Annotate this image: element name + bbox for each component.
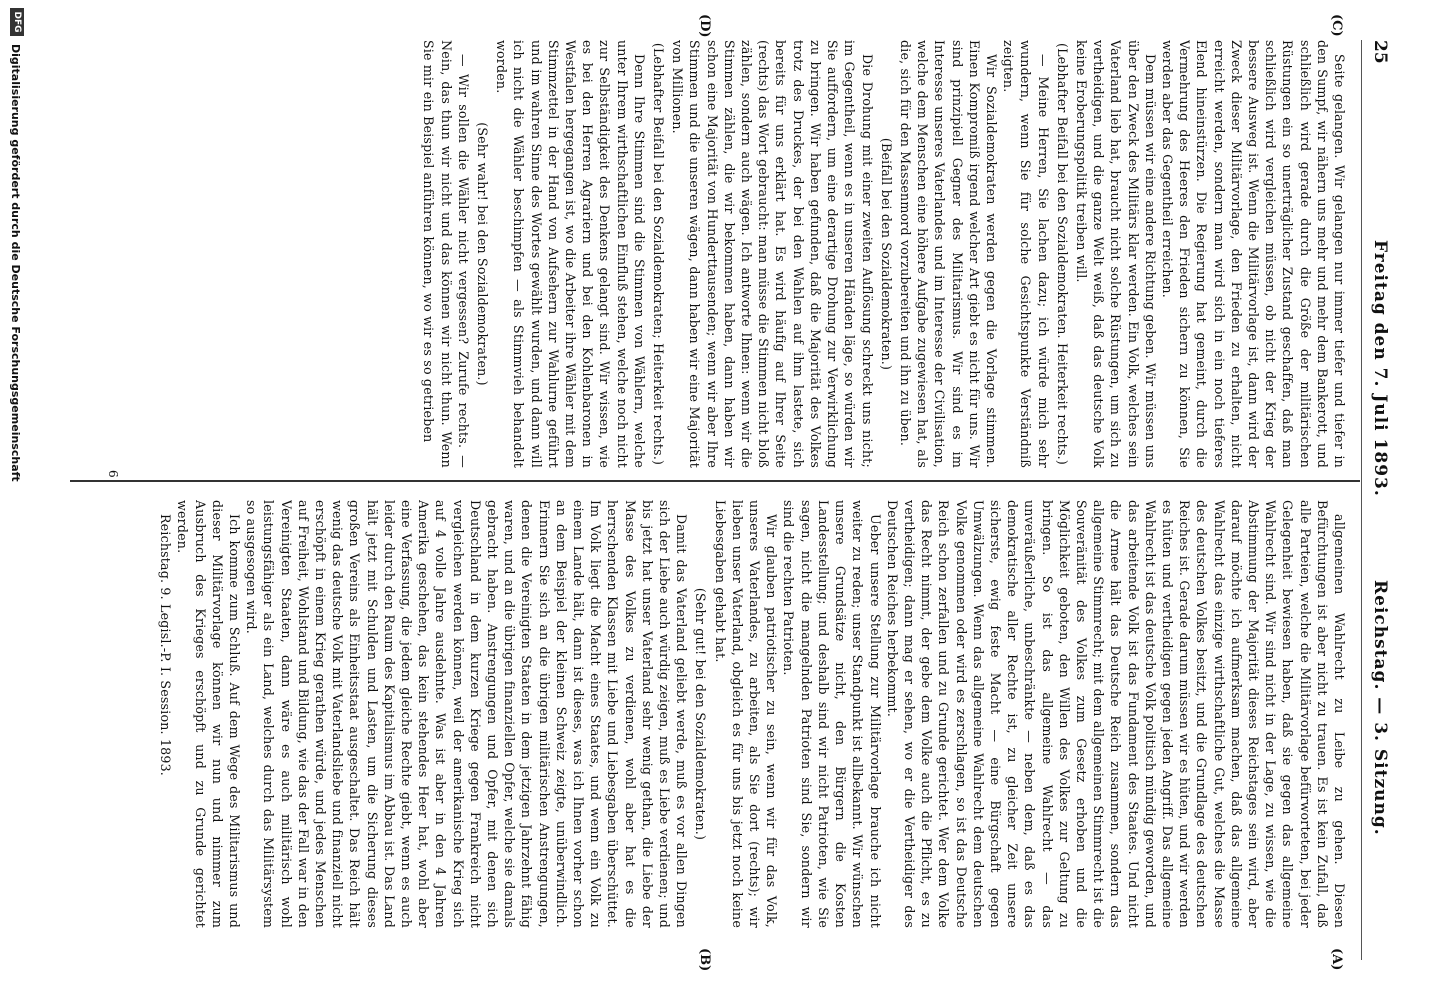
paragraph: Damit das Vaterland geliebt werde, muß es vor allen Dingen sich der Liebe auch würdig zeigen, muß es Liebe verdienen; und bis jetzt hat unser Vaterland sehr wenig gethan, die Liebe der Masse des Volkes zu verdienen, wohl aber hat es die herrschenden Klassen mit Liebe und Liebesgaben überschüttet. Im Volk liegt die Macht eines Staates, und wenn ein Volk zu einem Lande hält, dann ist dieses, was ich Ihnen vorher schon an dem Beispiel der kleinen Schweiz zeigte, unüberwindlich. Erinnern Sie sich an die übrigen militärischen Anstrengungen, denen die Vereinigten Staaten in dem jetzigen Jahrzehnt fähig waren, und an die übrigen finanziellen Opfer, welche sie damals gebracht haben. Anstrengungen und Opfer, mit denen sich Deutschland in dem kurzen Kriege gegen Frankreich nicht vergleichen werden können, weil der amerikanische Krieg sich auf 4 volle Jahre ausdehnte. Was ist aber in den 4 Jahren Amerika geschehen, das kein stehendes Heer hat, wohl aber eine Verfassung, die jedem gleiche Rechte giebt, wenn es auch leider durch den Raum des Kapitalismus im Abbau ist. Das Land hält jetzt mit Schulden und Lasten, um die Sicherung dieses großen Vereins als Einheitsstaat ausgeschaltet. Das Reich hält wenig das deutsche Volk mit Vaterlandsliebe und finanziell nicht erschöpft in einem Krieg gerathen würde, und jedes Menschen auf Freiheit, Wohlstand und Bildung, wie das der Fall war in den Vereinigten Staaten, dann wäre es auch militärisch wohl leistungsfähiger als ein Land, welches durch das Militärsystem so ausgesogen wird.: [244, 500, 690, 928]
margin-marker-b: (B): [697, 948, 712, 972]
paragraph: allgemeinen Wahlrecht zu Leibe zu gehen. Diesen Befürchtungen ist aber nicht zu trauen. Es ist kein Zufall, daß alle Parteien, welche die Militärvorlage befürworteten, bei jeder Gelegenheit bewiesen haben, daß sie gegen das allgemeine Wahlrecht sind. Wir sind nicht in der Lage, zu wissen, wie die Abstimmung der Majorität dieses Reichstages sein wird, aber darauf möchte ich aufmerksam machen, daß das allgemeine Wahlrecht das einzige wirthschaftliche Gut, welches die Masse des deutschen Volkes besitzt, und die Grundlage des deutschen Reiches ist. Gerade darum müssen wir es hüten, und wir werden es hüten und vertheidigen gegen jeden Angriff. Das allgemeine Wahlrecht ist das deutsche Volk politisch mündig geworden, und das arbeitende Volk ist das Fundament des Staates. Und nicht die Armee hält das Deutsche Reich zusammen, sondern das allgemeine Stimmrecht; mit dem allgemeinen Stimmrecht ist die Souveränität des Volkes zum Gesetz erhoben und die Möglichkeit geboten, den Willen des Volkes zur Geltung zu bringen. So ist das allgemeine Wahlrecht — das unveräußerliche, unbeschränkte — neben dem, daß es das demokratische aller Rechte ist, zu gleicher Zeit unsere sicherste, ewig feste Macht — eine Bürgschaft gegen Umwälzungen. Wenn das allgemeine Wahlrecht dem deutschen Volke genommen oder wird es zerschlagen, so ist das Deutsche Reich schon zerfallen und zu Grunde gerichtet. Wer dem Volke das Recht nimmt, der gebe dem Volke auch die Pflicht, es zu vertheidigen; dann mag er sehen, wo er die Vertheidiger des Deutschen Reiches herbekommt.: [884, 500, 1347, 928]
margin-marker-d: (D): [697, 14, 712, 38]
paragraph: Wir Sozialdemokraten werden gegen die Vorlage stimmen. Einen Kompromiß irgend welcher Art giebt es nicht für uns. Wir sind prinzipiell Gegner des Militarismus. Wir sind es im Interesse unseres Vaterlandes und im Interesse der Civilisation, welche dem Menschen eine höhere Aufgabe zugewiesen hat, als die, sich für den Massenmord vorzubereiten und ihn zu üben.: [897, 40, 999, 468]
margin-marker-a: (A): [1329, 948, 1344, 971]
paragraph: (Beifall bei den Sozialdemokraten.): [878, 137, 894, 371]
paragraph: Reichstag. 9. Legisl.-P. I. Session. 1893.: [158, 514, 174, 776]
paragraph: (Sehr wahr! bei den Sozialdemokraten.): [475, 122, 491, 386]
paragraph: Dem müssen wir eine andere Richtung geben. Wir müssen uns über den Zweck des Militärs klar werden. Ein Volk, welches sein Vaterland lieb hat, braucht nicht solche Rüstungen, um sich zu vertheidigen, und die ganze Welt weiß, daß das deutsche Volk keine Eroberungspolitik treiben will.: [1073, 40, 1158, 468]
credit-text: Digitalisierung gefördert durch die Deutsche Forschungsgemeinschaft: [9, 44, 22, 482]
margin-marker-c: (C): [1329, 14, 1344, 37]
paragraph: (Sehr gut! bei den Sozialdemokraten.): [693, 587, 709, 841]
paragraph: Ich komme zum Schluß. Auf dem Wege des Militarismus und dieser Militärvorlage können wir nun und nimmer zum Ausbruch des Krieges erschöpft und zu Grunde gerichtet werden.: [175, 500, 242, 928]
paragraph: Denn Ihre Stimmen sind die Stimmen von Wählern, welche unter Ihrem wirthschaftlichen Einfluß stehen, welche noch nicht zur Selbständigkeit des Denkens gelangt sind. Wir wissen, wie es bei den Herren Agrariern und bei den Kohlenbaronen in Westfalen hergegangen ist, wo die Arbeiter ihre Wähler mit dem Stimmzettel in der Hand von Aufsehern zur Wahlurne geführt und im wahren Sinne des Wortes gewählt wurden, und dann will ich nicht die Wähler beschimpfen — als Stimmvieh behandelt worden.: [494, 40, 647, 468]
paragraph: Wir glauben patriotischer zu sein, wenn wir für das Volk, unseres Vaterlandes, zu arbeiten, als Sie dort (rechts); wir lieben unser Vaterland, obgleich es für uns bis jetzt noch keine Liebesgaben gehabt hat.: [712, 500, 780, 928]
paragraph: — Wir sollen die Wähler nicht vergessen? Zurufe rechts. — Nein, das thun wir nicht und das können wir nicht thun. Wenn Sie mir ein Beispiel anführen können, wo wir es so getrieben: [421, 40, 471, 468]
paragraph: — Meine Herren, Sie lachen dazu; ich würde mich sehr wundern, wenn Sie für solche Gesichtspunkte Verständniß zeigten.: [1001, 40, 1051, 468]
session-title: Reichstag. — 3. Sitzung.: [1370, 580, 1390, 836]
paragraph: (Lebhafter Beifall bei den Sozialdemokraten; Heiterkeit rechts.): [651, 42, 667, 466]
dfg-logo: DFG: [10, 8, 24, 36]
page-header: [1364, 40, 1394, 960]
header-rule: [1361, 40, 1362, 960]
paragraph: Die Drohung mit einer zweiten Auflösung schreckt uns nicht; im Gegentheil, wenn es in unseren Händen läge, so würden wir Sie auffordern, um eine derartige Drohung zur Verwirklichung zu bringen. Wir haben gefunden, daß die Majorität des Volkes trotz des Druckes, der bei den Wahlen auf ihm lastete, sich bereits für uns erklärt hat. Es wird häufig auf Ihrer Seite (rechts) das Wort gebraucht: man müsse die Stimmen nicht bloß zählen, sondern auch wägen. Ich antworte Ihnen: wenn wir die Stimmen zählen, die wir bekommen haben, dann haben wir schon eine Majorität von Hunderttausenden; wenn wir aber Ihre Stimmen und die unseren wägen, dann haben wir eine Majorität von Millionen.: [670, 40, 875, 468]
page-number: 25: [1370, 40, 1390, 64]
left-column: [68, 40, 1348, 468]
paragraph: Ueber unsere Stellung zur Militärvorlage brauche ich nicht weiter zu reden; unser Standpunkt ist allbekannt. Wir wünschen unsere Grundsätze nicht, den Bürgern die Kosten Landesstellung; und deshalb sind wir nicht Patrioten, wie Sie sagen, nicht die mangelnden Patrioten sind Sie, sondern wir sind die rechten Patrioten.: [781, 500, 883, 928]
footer-page-number: 6: [106, 470, 120, 478]
paragraph: Seite gelangen. Wir gelangen nur immer tiefer und tiefer in den Sumpf, wir nähern uns mehr und mehr dem Bankerott, und schließlich wird gerade durch die Größe der militärischen Rüstungen ein so unerträglicher Zustand geschaffen, daß man schließlich wird vergleichen müssen, ob nicht der Krieg der bessere Ausweg ist. Wenn die Militärvorlage ist, dann wird der Zweck dieser Militärvorlage, den Frieden zu erhalten, nicht erreicht werden, sondern man wird sich in ein noch tieferes Elend hineinstürzen. Die Regierung hat gemeint, durch die Vermehrung des Heeres den Frieden sichern zu können, Sie werden aber das Gegentheil erreichen.: [1159, 40, 1347, 468]
column-divider: [70, 480, 1360, 482]
right-column: [68, 500, 1348, 928]
digitization-credit: [0, 0, 32, 1000]
page-date: Freitag den 7. Juli 1893.: [1370, 240, 1390, 497]
paragraph: (Lebhafter Beifall bei den Sozialdemokraten. Heiterkeit rechts.): [1054, 42, 1070, 466]
